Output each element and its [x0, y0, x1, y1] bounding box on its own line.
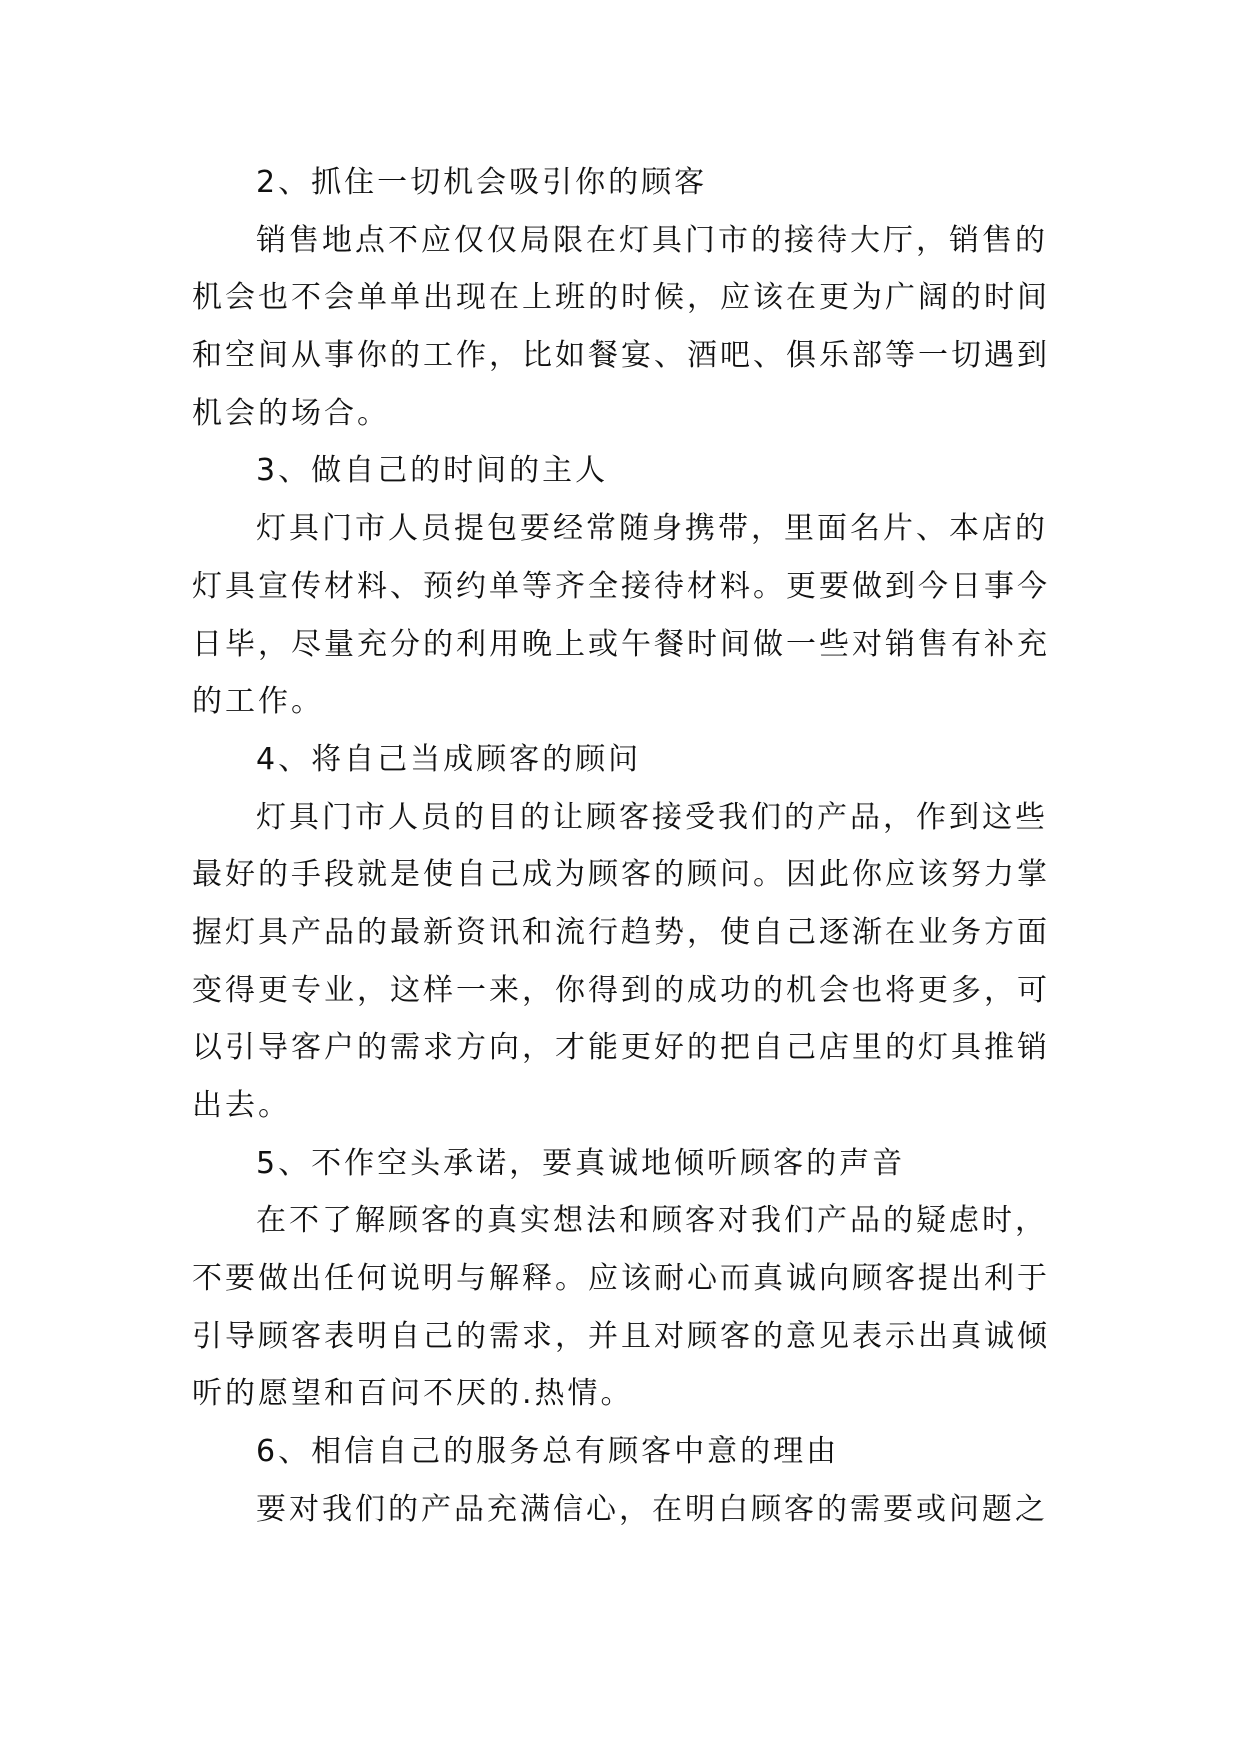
paragraph-line: 机会的场合。	[192, 395, 390, 431]
paragraph-line: 和空间从事你的工作，比如餐宴、酒吧、俱乐部等一切遇到	[192, 338, 1050, 374]
heading-2: 2、抓住一切机会吸引你的顾客	[256, 165, 708, 200]
paragraph-line: 灯具宣传材料、预约单等齐全接待材料。更要做到今日事今	[192, 568, 1050, 604]
heading-6: 6、相信自己的服务总有顾客中意的理由	[256, 1434, 840, 1470]
heading-5: 5、不作空头承诺，要真诚地倾听顾客的声音	[256, 1145, 906, 1181]
paragraph-line: 听的愿望和百问不厌的.热情。	[192, 1376, 634, 1412]
paragraph-line: 销售地点不应仅仅局限在灯具门市的接待大厅，销售的	[256, 222, 1048, 258]
paragraph-line: 灯具门市人员提包要经常随身携带，里面名片、本店的	[256, 511, 1048, 547]
paragraph-line: 不要做出任何说明与解释。应该耐心而真诚向顾客提出利于	[192, 1261, 1050, 1297]
paragraph-line: 日毕，尽量充分的利用晚上或午餐时间做一些对销售有补充	[192, 626, 1050, 662]
paragraph-line: 出去。	[192, 1088, 291, 1123]
document-page	[192, 154, 1052, 1539]
paragraph-line: 握灯具产品的最新资讯和流行趋势，使自己逐渐在业务方面	[192, 914, 1050, 950]
paragraph-line: 最好的手段就是使自己成为顾客的顾问。因此你应该努力掌	[192, 857, 1050, 893]
paragraph-line: 灯具门市人员的目的让顾客接受我们的产品，作到这些	[256, 799, 1048, 835]
paragraph-line: 机会也不会单单出现在上班的时候，应该在更为广阔的时间	[192, 280, 1050, 316]
paragraph-line: 以引导客户的需求方向，才能更好的把自己店里的灯具推销	[192, 1030, 1050, 1066]
heading-3: 3、做自己的时间的主人	[256, 453, 609, 489]
heading-4: 4、将自己当成顾客的顾问	[256, 741, 642, 777]
paragraph-line: 引导顾客表明自己的需求，并且对顾客的意见表示出真诚倾	[192, 1318, 1050, 1354]
paragraph-line: 的工作。	[192, 684, 324, 720]
paragraph-line: 变得更专业，这样一来，你得到的成功的机会也将更多，可	[192, 972, 1050, 1008]
paragraph-line: 在不了解顾客的真实想法和顾客对我们产品的疑虑时，	[256, 1203, 1048, 1239]
paragraph-line: 要对我们的产品充满信心，在明白顾客的需要或问题之	[256, 1491, 1048, 1527]
